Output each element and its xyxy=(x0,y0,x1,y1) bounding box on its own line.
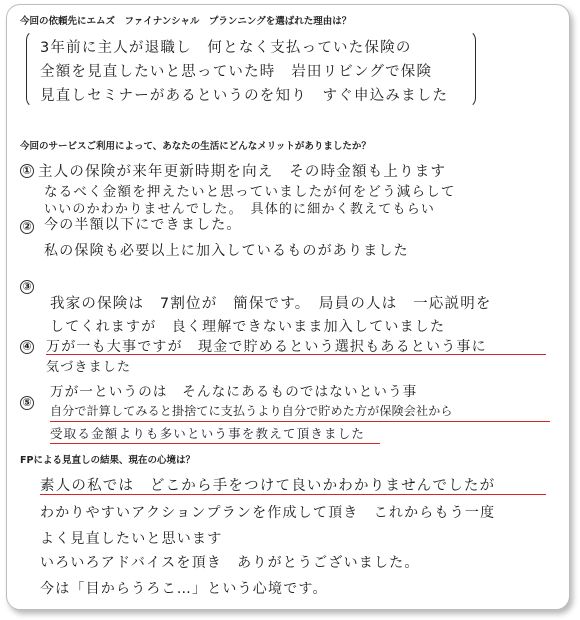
merit-5-underline-1 xyxy=(50,421,550,422)
answer-1-line-2: 全額を見直したいと思っていた時 岩田リビングで保険 xyxy=(40,64,433,80)
merit-1-marker: ① xyxy=(20,164,34,178)
merit-3-line-2: してくれますが 良く理解できないまま加入していました xyxy=(50,319,446,335)
merit-3-line-1: 我家の保険は 7割位が 簡保です。 局員の人は 一応説明を xyxy=(50,296,492,312)
merit-1-line-2: なるべく金額を押えたいと思っていましたが何をどう減らして xyxy=(44,184,456,200)
merit-4-line-2: 気づきました xyxy=(46,360,132,375)
answer-1-line-3: 見直しセミナーがあるというのを知り すぐ申込みました xyxy=(40,88,449,104)
merit-5-line-2: 自分で計算してみると掛捨てに支払うより自分で貯めた方が保険会社から xyxy=(50,404,453,418)
merit-2-line-2: 私の保険も必要以上に加入しているものがありました xyxy=(44,243,409,259)
merit-4-underline xyxy=(46,354,546,355)
merit-1-line-3: いいのかわかりませんでした。 具体的に細かく教えてもらい xyxy=(44,202,436,217)
merit-2-marker: ② xyxy=(20,220,34,234)
merit-3-marker: ③ xyxy=(20,280,34,294)
question-3: FPによる見直しの結果、現在の心境は？ xyxy=(20,455,195,466)
merit-5-line-1: 万が一というのは そんなにあるものではないという事 xyxy=(50,384,418,400)
answer-3-line-1: 素人の私では どこから手をつけて良いかわかりませんでしたが xyxy=(40,478,496,494)
answer-1-line-1: 3年前に主人が退職し 何となく支払っていた保険の xyxy=(40,40,412,56)
merit-5-line-3: 受取る金額よりも多いという事を教えて頂きました xyxy=(50,426,366,441)
answer-3-line-2: わかりやすいアクションプランを作成して頂き これからもう一度 xyxy=(40,505,496,521)
question-1: 今回の依頼先にエムズ ファイナンシャル プランニングを選ばれた理由は？ xyxy=(20,16,352,27)
merit-2-line-1: 今の半額以下にできました。 xyxy=(44,217,242,233)
merit-1-line-1: 主人の保険が来年更新時期を向え その時金額も上ります xyxy=(38,164,447,180)
answer-3-underline xyxy=(40,494,546,495)
merit-5-marker: ⑤ xyxy=(20,396,34,410)
answer-3-line-3: よく見直したいと思います xyxy=(40,531,223,547)
merit-5-underline-2 xyxy=(50,443,380,444)
merit-4-marker: ④ xyxy=(20,340,34,354)
question-2: 今回のサービスご利用によって、あなたの生活にどんなメリットがありましたか？ xyxy=(20,141,371,152)
merit-4-line-1: 万が一も大事ですが 現金で貯めるという選択もあるという事に xyxy=(46,339,487,355)
answer-3-line-5: 今は「目からうろこ…」という心境です。 xyxy=(40,581,328,597)
answer-3-line-4: いろいろアドバイスを頂き ありがとうございました。 xyxy=(40,555,420,571)
